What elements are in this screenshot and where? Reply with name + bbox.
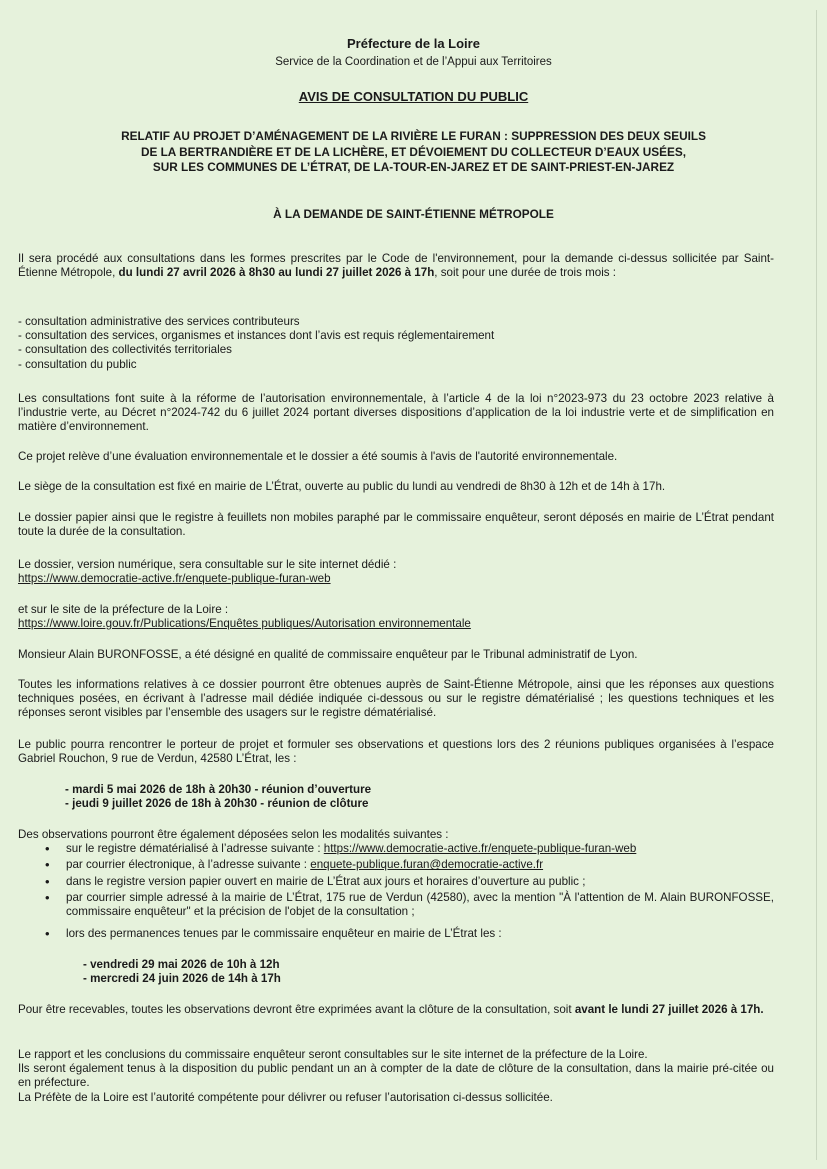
intro-text-end: , soit pour une durée de trois mois : — [434, 266, 617, 280]
closing-block — [18, 1048, 774, 1105]
closing-line: Ils seront également tenus à la disposition du public pendant un an à compter de la date de clôture de la consultation, dans la mairie pré-citée ou en préfecture. — [18, 1062, 774, 1090]
meeting-item: - jeudi 9 juillet 2026 de 18h à 20h30 - réunion de clôture — [65, 797, 371, 811]
email-link[interactable]: enquete-publique.furan@democratie-active.fr — [310, 858, 544, 872]
intro-dates: du lundi 27 avril 2026 à 8h30 au lundi 27 juillet 2026 à 17h — [118, 266, 435, 280]
subject-line-2: DE LA BERTRANDIÈRE ET DE LA LICHÈRE, ET DÉVOIEMENT DU COLLECTEUR D’EAUX USÉES, — [140, 144, 687, 159]
list-item: • par courrier simple adressé à la mairie de L’Étrat, 175 rue de Verdun (42580), avec la mention "À l'attention de M. Alain BURONFOSSE, commissaire enquêteur" et la précision de l'objet de la consultation ; — [42, 891, 774, 919]
scan-edge — [816, 10, 817, 1160]
consultation-list — [18, 315, 774, 372]
intro-paragraph — [18, 252, 774, 280]
prefecture-title: Préfecture de la Loire — [347, 36, 480, 51]
reform-paragraph: Les consultations font suite à la réforme de l’autorisation environnementale, à l’article 4 de la loi n°2023-973 du 23 octobre 2023 relative à l’industrie verte, au Décret n°2024-742 du 6 juillet 2024 portant diverses dispositions d’application de la loi industrie verte et de simplification en matière d’environnement. — [18, 392, 774, 434]
subject-line-3: SUR LES COMMUNES DE L’ÉTRAT, DE LA-TOUR-EN-JAREZ ET DE SAINT-PRIEST-EN-JAREZ — [152, 160, 675, 174]
paper-file-paragraph: Le dossier papier ainsi que le registre à feuillets non mobiles paraphé par le commissaire enquêteur, seront déposés en mairie de L’Étrat pendant toute la durée de la consultation. — [18, 511, 774, 539]
list-item: • lors des permanences tenues par le commissaire enquêteur en mairie de L’Étrat les : — [42, 927, 774, 941]
seat-paragraph: Le siège de la consultation est fixé en mairie de L’Étrat, ouverte au public du lundi au vendredi de 8h30 à 12h et de 14h à 17h. — [18, 480, 666, 493]
deadline-paragraph — [18, 1003, 774, 1017]
observations-block — [18, 828, 774, 943]
commissioner-paragraph: Monsieur Alain BURONFOSSE, a été désigné en qualité de commissaire enquêteur par le Tribunal administratif de Lyon. — [18, 648, 638, 661]
closing-line: Le rapport et les conclusions du commissaire enquêteur seront consultables sur le site internet de la préfecture de la Loire. — [18, 1048, 648, 1061]
request-line: À LA DEMANDE DE SAINT-ÉTIENNE MÉTROPOLE — [273, 207, 554, 221]
observations-intro: Des observations pourront être également déposées selon les modalités suivantes : — [18, 828, 449, 841]
permanence-item: - vendredi 29 mai 2026 de 10h à 12h — [83, 958, 281, 972]
democratie-active-link[interactable]: https://www.democratie-active.fr/enquete-publique-furan-web — [18, 572, 331, 586]
deadline-text: Pour être recevables, toutes les observations devront être exprimées avant la clôture de la consultation, soit — [18, 1003, 575, 1016]
closing-line: La Préfète de la Loire est l’autorité compétente pour délivrer ou refuser l’autorisation ci-dessus sollicitée. — [18, 1090, 553, 1104]
meetings-list — [65, 783, 371, 811]
avis-title: AVIS DE CONSULTATION DU PUBLIC — [298, 89, 529, 104]
list-item: - consultation du public — [18, 358, 774, 372]
list-item: - consultation des collectivités territoriales — [18, 343, 774, 357]
digital-file-paragraph — [18, 558, 774, 586]
info-paragraph: Toutes les informations relatives à ce dossier pourront être obtenues auprès de Saint-Étienne Métropole, ainsi que les réponses aux questions techniques posées, en écrivant à l’adresse mail dédiée indiquée ci-dessous ou sur le registre dématérialisé ; les questions techniques et les réponses seront visibles par l’ensemble des usagers sur le registre dématérialisé. — [18, 678, 774, 720]
meetings-paragraph: Le public pourra rencontrer le porteur de projet et formuler ses observations et questions lors des 2 réunions publiques organisées à l’espace Gabriel Rouchon, 9 rue de Verdun, 42580 L’Étrat, les : — [18, 738, 774, 766]
subject-line-1: RELATIF AU PROJET D’AMÉNAGEMENT DE LA RIVIÈRE LE FURAN : SUPPRESSION DES DEUX SEUILS — [121, 129, 706, 143]
prefecture-site-paragraph — [18, 603, 774, 631]
list-item: - consultation administrative des services contributeurs — [18, 315, 774, 329]
deadline-date: avant le lundi 27 juillet 2026 à 17h. — [574, 1003, 764, 1016]
observations-list — [42, 842, 774, 941]
intro-text: Il sera procédé aux consultations dans les formes prescrites par le Code de l'environnement, pour la demande ci-dessus sollicitée par Saint-Étienne Métropole, — [18, 252, 774, 280]
subject-block — [0, 129, 827, 176]
loire-gouv-link[interactable]: https://www.loire.gouv.fr/Publications/Enquêtes publiques/Autorisation environnementale — [18, 617, 471, 631]
prefecture-site-text: et sur le site de la préfecture de la Loire : — [18, 603, 229, 616]
evaluation-paragraph: Ce projet relève d’une évaluation environnementale et le dossier a été soumis à l'avis de l'autorité environnementale. — [18, 450, 618, 463]
permanence-item: - mercredi 24 juin 2026 de 14h à 17h — [83, 972, 281, 986]
list-item: • sur le registre dématérialisé à l’adresse suivante : https://www.democratie-active.fr/enquete-publique-furan-web — [42, 842, 774, 856]
list-item: • dans le registre version papier ouvert en mairie de L’Étrat aux jours et horaires d’ouverture au public ; — [42, 875, 774, 889]
digital-file-text: Le dossier, version numérique, sera consultable sur le site internet dédié : — [18, 558, 397, 571]
list-item: - consultation des services, organismes et instances dont l’avis est requis réglementairement — [18, 329, 774, 343]
meeting-item: - mardi 5 mai 2026 de 18h à 20h30 - réunion d’ouverture — [65, 783, 371, 797]
list-item: • par courrier électronique, à l’adresse suivante : enquete-publique.furan@democratie-active.fr — [42, 858, 774, 872]
registre-link[interactable]: https://www.democratie-active.fr/enquete-publique-furan-web — [323, 842, 637, 856]
permanences-list — [83, 958, 281, 986]
service-subtitle: Service de la Coordination et de l’Appui aux Territoires — [275, 56, 552, 68]
